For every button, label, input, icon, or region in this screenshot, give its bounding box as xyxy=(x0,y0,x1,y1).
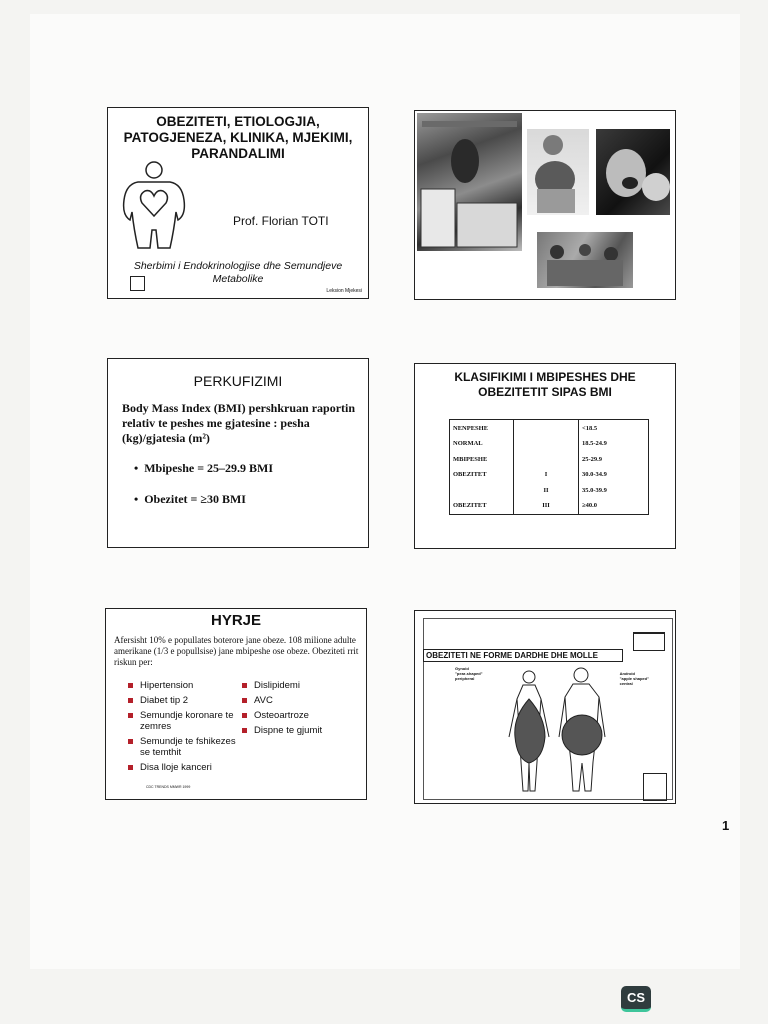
table-row xyxy=(450,498,649,515)
table-cell xyxy=(450,482,514,497)
list-item-label: Diabet tip 2 xyxy=(140,695,189,706)
table-cell: ≥40.0 xyxy=(582,502,597,510)
photo-eating xyxy=(596,129,670,215)
list-item-label: Osteoartroze xyxy=(254,710,309,721)
table-row xyxy=(450,482,649,497)
label-line: Gynoid xyxy=(455,666,469,671)
list-item xyxy=(126,710,238,732)
bullet-icon xyxy=(128,698,133,703)
list-item xyxy=(126,736,238,758)
slide3-bullet-obesity: • Obezitet = ≥30 BMI xyxy=(134,492,246,506)
table-cell: OBEZITET xyxy=(450,467,514,482)
label-gynoid xyxy=(455,666,483,681)
list-item-label: AVC xyxy=(254,695,273,706)
list-item-label: Semundje te fshikezes se temthit xyxy=(140,736,236,758)
label-line: central xyxy=(619,681,633,686)
list-item xyxy=(240,710,360,721)
table-cell: II xyxy=(514,482,579,497)
slide5-footer: CDC TRENDS MMWR 1999 xyxy=(146,785,191,789)
label-android xyxy=(620,671,649,686)
list-item xyxy=(126,762,238,773)
risk-list-right xyxy=(240,680,360,740)
slide6-title: OBEZITETI NE FORME DARDHE DHE MOLLE xyxy=(423,649,623,662)
list-item xyxy=(240,695,360,706)
slide4-title: KLASIFIKIMI I MBIPESHES DHE OBEZITETIT SIPAS BMI xyxy=(454,370,636,399)
table-cell: MBIPESHE xyxy=(450,452,514,467)
slide-classification xyxy=(414,363,676,549)
bullet-icon xyxy=(128,765,133,770)
table-row xyxy=(450,420,649,437)
slide-introduction xyxy=(105,608,367,800)
table-cell xyxy=(514,436,579,451)
table-row xyxy=(450,436,649,451)
label-line: Android xyxy=(619,671,635,676)
table-cell: 35.0-39.9 xyxy=(582,486,607,494)
slide5-title: HYRJE xyxy=(210,612,262,629)
risk-list-left xyxy=(126,680,238,777)
slide1-department: Sherbimi i Endokrinologjise dhe Semundjeve Metabolike xyxy=(133,260,343,285)
body-heart-icon xyxy=(116,160,196,250)
pear-apple-bodies-illustration xyxy=(503,667,613,793)
list-item-label: Dispne te gjumit xyxy=(254,725,323,736)
slide5-intro: Afersisht 10% e popullates boterore jane obeze. 108 milione adulte amerikane (1/3 e popullsise) jane mbipeshe ose obeze. Obeziteti rrit riskun per: xyxy=(114,635,359,667)
table-cell: III xyxy=(514,498,579,515)
bullet-icon xyxy=(242,683,247,688)
bullet-text: Mbipeshe = 25–29.9 BMI xyxy=(144,461,274,475)
list-item-label: Disa lloje kanceri xyxy=(140,762,212,773)
list-item-label: Dislipidemi xyxy=(254,680,300,691)
list-item xyxy=(126,695,238,706)
slide6-corner-box xyxy=(633,632,665,651)
camscanner-logo: CS xyxy=(621,986,651,1012)
bullet-text: Obezitet = ≥30 BMI xyxy=(144,492,246,506)
slide-photos xyxy=(414,110,676,300)
table-cell: I xyxy=(514,467,579,482)
label-line: "apple shaped" xyxy=(619,676,649,681)
slide6-corner-box-bottom xyxy=(643,773,667,801)
table-cell: NENPESHE xyxy=(450,420,514,437)
bullet-icon xyxy=(242,713,247,718)
table-cell xyxy=(514,420,579,437)
table-cell: OBEZITET xyxy=(450,498,514,515)
slide3-definition: Body Mass Index (BMI) pershkruan raportin relativ te peshes me gjatesine : pesha (kg)/gjatesia (m²) xyxy=(122,401,356,445)
table-cell: <18.5 xyxy=(582,424,598,432)
photo-crowd xyxy=(537,232,633,288)
table-row xyxy=(450,467,649,482)
slide-body-shapes xyxy=(414,610,676,804)
bullet-icon xyxy=(242,728,247,733)
table-cell: 30.0-34.9 xyxy=(582,471,607,479)
bullet-icon xyxy=(242,698,247,703)
bmi-table xyxy=(449,419,649,515)
list-item-label: Hipertension xyxy=(140,680,194,691)
bullet-icon xyxy=(128,683,133,688)
table-cell: 25-29.9 xyxy=(582,455,603,463)
list-item xyxy=(126,680,238,691)
photo-weight-loss xyxy=(527,129,589,215)
photo-supermarket xyxy=(417,113,522,251)
label-line: "pear-shaped" xyxy=(455,671,483,676)
slide3-title: PERKUFIZIMI xyxy=(193,373,283,389)
slide3-bullet-overweight: • Mbipeshe = 25–29.9 BMI xyxy=(134,461,274,475)
list-item-label: Semundje koronare te zemres xyxy=(140,710,234,732)
slide1-author: Prof. Florian TOTI xyxy=(233,214,329,228)
slide1-title: OBEZITETI, ETIOLOGJIA, PATOGJENEZA, KLINIKA, MJEKIMI, PARANDALIMI xyxy=(123,114,353,161)
slide1-checkbox xyxy=(130,276,145,291)
table-row xyxy=(450,452,649,467)
slide1-small-text: Leksion Mjekesi xyxy=(326,288,362,294)
list-item xyxy=(240,725,360,736)
slide-title xyxy=(107,107,369,299)
label-line: peripheral xyxy=(455,676,475,681)
bullet-icon xyxy=(128,713,133,718)
table-cell xyxy=(514,452,579,467)
table-cell: NORMAL xyxy=(450,436,514,451)
table-cell: 18.5-24.9 xyxy=(582,440,607,448)
bullet-icon xyxy=(128,739,133,744)
list-item xyxy=(240,680,360,691)
page-number: 1 xyxy=(722,818,730,833)
slide-definition xyxy=(107,358,369,548)
